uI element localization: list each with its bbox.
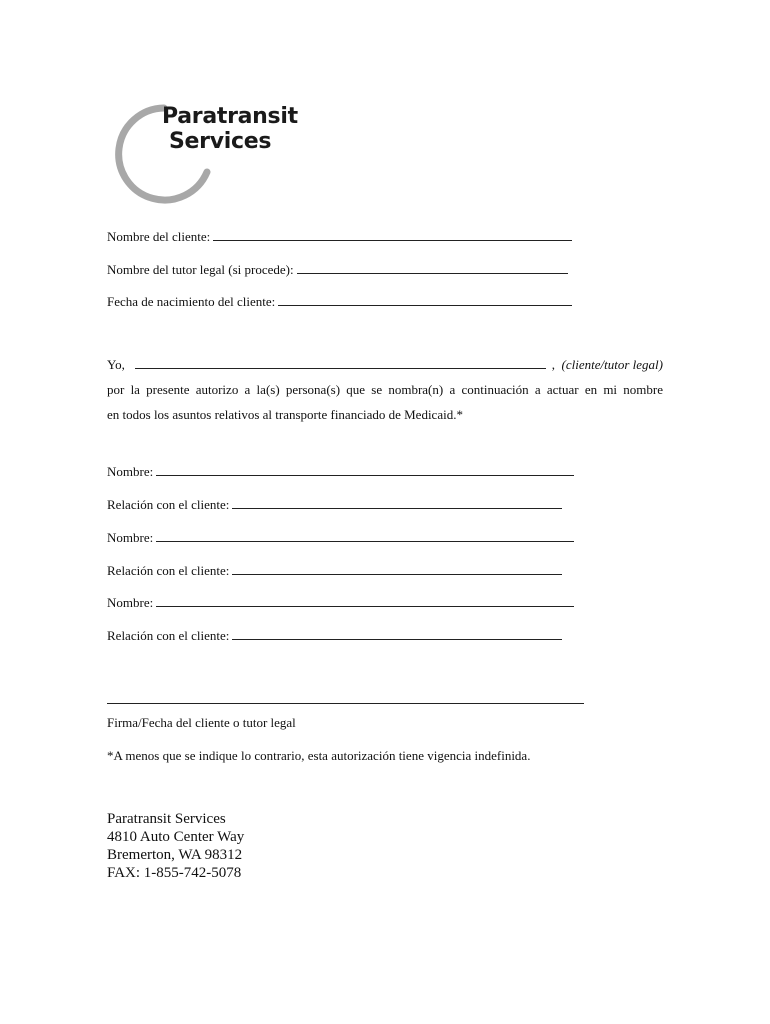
mailing-address xyxy=(107,810,244,882)
address-street: 4810 Auto Center Way xyxy=(107,829,245,845)
person-3-name-row xyxy=(107,594,574,611)
person-1-name-field[interactable] xyxy=(156,463,574,476)
birthdate-field[interactable] xyxy=(278,293,572,306)
authorization-line-1 xyxy=(107,356,663,373)
role-note: (cliente/tutor legal) xyxy=(561,357,663,372)
birthdate-label: Fecha de nacimiento del cliente: xyxy=(107,294,276,309)
guardian-name-row xyxy=(107,261,568,278)
person-2-relation-field[interactable] xyxy=(232,562,562,575)
client-name-field[interactable] xyxy=(213,228,572,241)
person-name-label: Nombre: xyxy=(107,595,154,610)
guardian-name-label: Nombre del tutor legal (si procede): xyxy=(107,262,294,277)
client-name-label: Nombre del cliente: xyxy=(107,229,211,244)
yo-label: Yo, xyxy=(107,357,125,372)
person-1-relation-row xyxy=(107,496,562,513)
person-relation-label: Relación con el cliente: xyxy=(107,628,230,643)
person-1-relation-field[interactable] xyxy=(232,496,562,509)
client-name-row xyxy=(107,228,572,245)
logo-wordmark xyxy=(162,104,298,154)
logo-line-2: Services xyxy=(169,129,272,154)
guardian-name-field[interactable] xyxy=(297,261,568,274)
validity-footnote: *A menos que se indique lo contrario, esta autorización tiene vigencia indefinida. xyxy=(107,748,531,763)
address-city: Bremerton, WA 98312 xyxy=(107,847,243,863)
person-3-relation-field[interactable] xyxy=(232,627,562,640)
person-1-name-row xyxy=(107,463,574,480)
person-3-relation-row xyxy=(107,627,562,644)
address-fax: FAX: 1-855-742-5078 xyxy=(107,865,242,881)
person-2-name-field[interactable] xyxy=(156,529,574,542)
authorization-paragraph xyxy=(107,356,663,423)
person-relation-label: Relación con el cliente: xyxy=(107,563,230,578)
authorizer-name-field[interactable] xyxy=(135,356,546,369)
person-2-name-row xyxy=(107,529,574,546)
signature-field[interactable] xyxy=(107,703,584,704)
authorization-line-3: en todos los asuntos relativos al transporte financiado de Medicaid.* xyxy=(107,407,463,422)
person-3-name-field[interactable] xyxy=(156,594,574,607)
birthdate-row xyxy=(107,293,572,310)
comma: , xyxy=(551,357,562,372)
person-name-label: Nombre: xyxy=(107,530,154,545)
person-relation-label: Relación con el cliente: xyxy=(107,497,230,512)
signature-label: Firma/Fecha del cliente o tutor legal xyxy=(107,715,296,730)
paratransit-logo xyxy=(112,100,332,210)
logo-line-1: Paratransit xyxy=(162,104,298,129)
address-org: Paratransit Services xyxy=(107,811,226,827)
person-2-relation-row xyxy=(107,562,562,579)
authorization-line-2: por la presente autorizo a la(s) persona(s) que se nombra(n) a continuación a actuar en mi nombre xyxy=(107,382,663,397)
person-name-label: Nombre: xyxy=(107,464,154,479)
